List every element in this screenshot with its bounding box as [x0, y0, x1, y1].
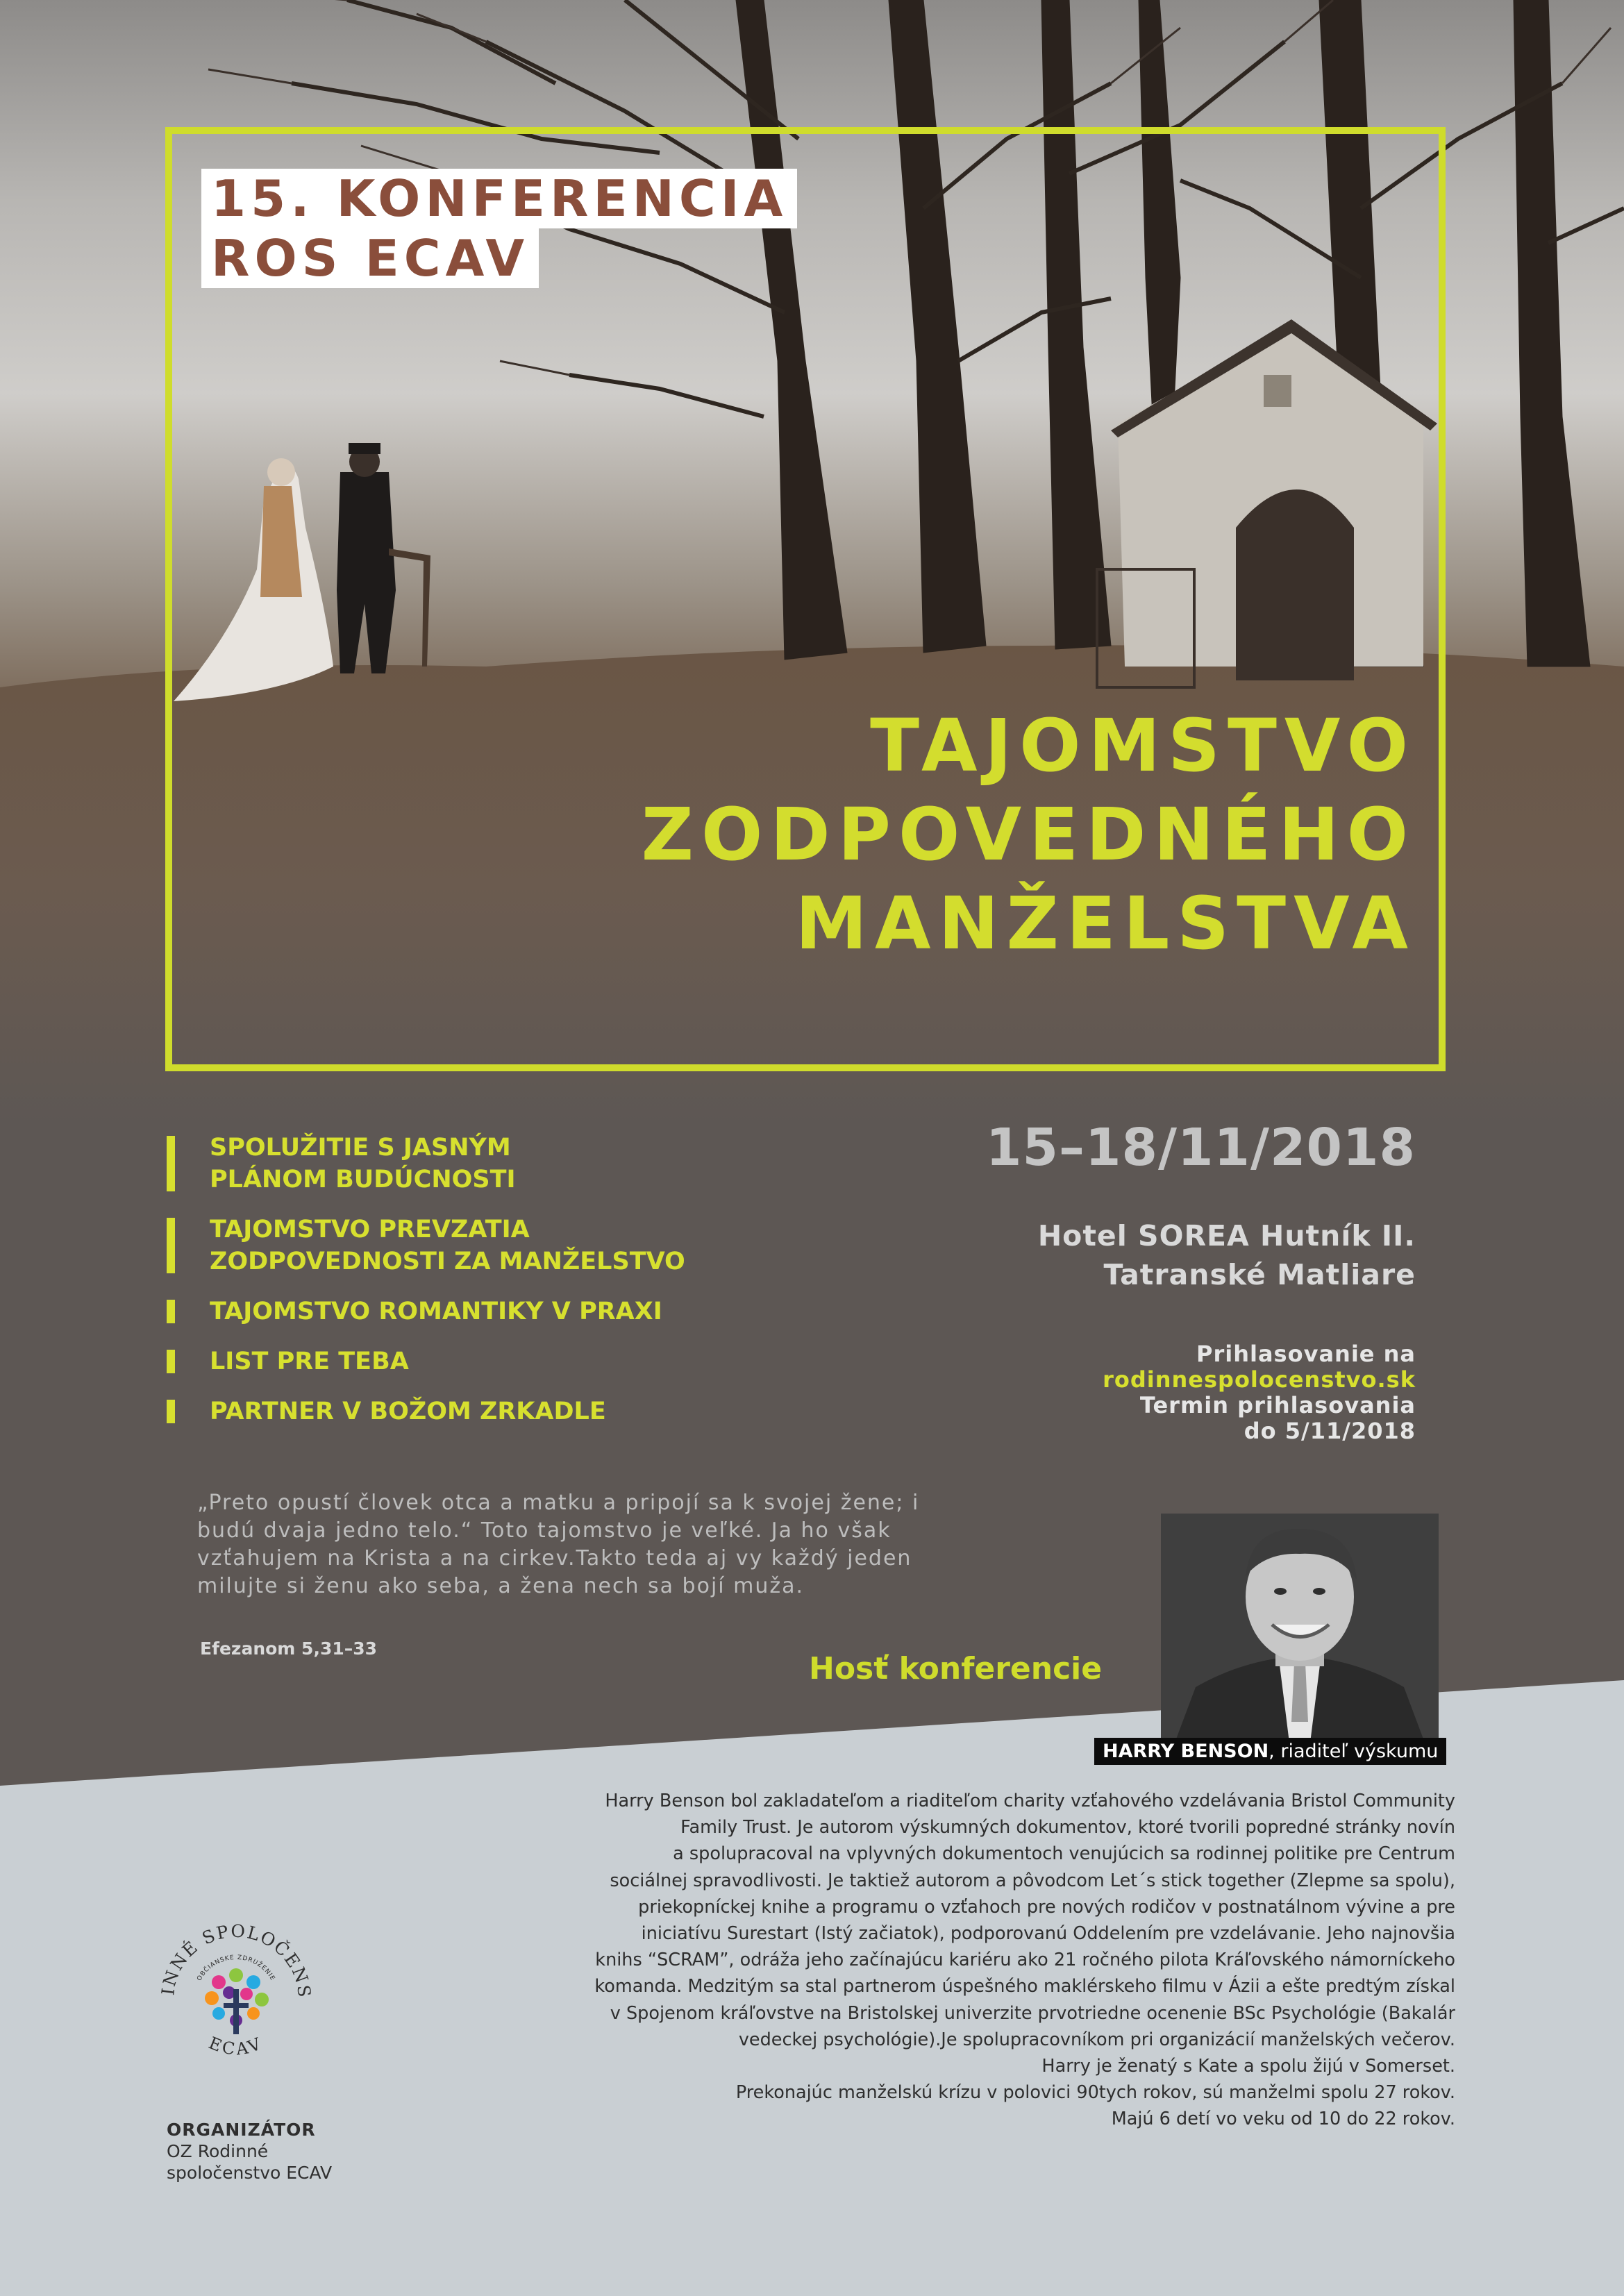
registration-label: Prihlasovanie na: [1196, 1341, 1416, 1367]
conference-line1: 15. KONFERENCIA: [201, 169, 797, 228]
guest-name-tag: [1094, 1738, 1446, 1765]
bullet-bar: [167, 1218, 175, 1273]
bullet-bar: [167, 1400, 175, 1423]
organizer-line1: OZ Rodinné: [167, 2141, 269, 2161]
topic-text: SPOLUŽITIE S JASNÝM: [210, 1134, 511, 1162]
topic-list: [167, 1132, 685, 1446]
topic-item: [167, 1214, 685, 1277]
bio-line: Prekonajúc manželskú krízu v polovici 90tych rokov, sú manželmi spolu 27 rokov.: [735, 2082, 1455, 2104]
guest-bio: [386, 1788, 1455, 2133]
bio-line: priekopníckej knihe a programu o vzťahoch pre nových rodičov v postnatálnom vývine a pre: [638, 1896, 1455, 1918]
organizer-logo: [153, 1916, 319, 2083]
bullet-bar: [167, 1300, 175, 1323]
title-line3: MANŽELSTVA: [795, 881, 1416, 966]
venue-line1: Hotel SOREA Hutník II.: [1037, 1219, 1416, 1252]
bio-line: vedeckej psychológie).Je spolupracovníkom pri organizácií manželských večerov.: [738, 2029, 1455, 2050]
conference-label: [201, 169, 797, 288]
guest-name: HARRY BENSON: [1103, 1741, 1269, 1762]
bio-line: knihs “SCRAM”, odráža jeho začínajúcu kariéru ako 21 ročného pilota Kráľovského námorníckeho: [595, 1950, 1455, 1971]
registration-deadline: do 5/11/2018: [1244, 1418, 1416, 1444]
venue-line2: Tatranské Matliare: [1103, 1258, 1416, 1291]
guest-heading: Hosť konferencie: [809, 1651, 1103, 1686]
bio-line: Family Trust. Je autorom výskumných dokumentov, ktoré tvorili popredné stránky novín: [680, 1817, 1455, 1838]
logo-emblem: [153, 1916, 319, 2083]
bio-line: Harry Benson bol zakladateľom a riaditeľom charity vzťahového vzdelávania Bristol Community: [605, 1791, 1455, 1811]
logo-text-bottom: ECAV: [206, 2033, 267, 2059]
topic-text: TAJOMSTVO PREVZATIA: [210, 1216, 530, 1243]
svg-text:ECAV: [206, 2033, 267, 2059]
logo-heart-tree: [205, 1968, 269, 2034]
topic-item: [167, 1296, 685, 1327]
bible-quote: „Preto opustí človek otca a matku a pripojí sa k svojej žene; i budú dvaja jedno telo.“ Toto tajomstvo je veľké. Ja ho však vzťahujem na Krista a na cirkev.Takto teda aj vy každý jeden milujte si ženu ako seba, a žena nech sa bojí muža.: [197, 1491, 920, 1598]
topic-text: TAJOMSTVO ROMANTIKY V PRAXI: [210, 1298, 662, 1325]
event-date: 15–18/11/2018: [986, 1118, 1416, 1178]
organizer-heading: ORGANIZÁTOR: [167, 2120, 316, 2140]
guest-portrait: [1161, 1514, 1439, 1743]
portrait-illustration: [1161, 1514, 1439, 1743]
event-venue: [1038, 1216, 1416, 1294]
topic-item: [167, 1396, 685, 1427]
registration-deadline-label: Termin prihlasovania: [1139, 1392, 1416, 1418]
bio-line: komanda. Medzitým sa stal partnerom úspešného maklérskeho filmu v Ázii a ešte predtým získal: [594, 1976, 1455, 1997]
registration-info: [1103, 1341, 1416, 1444]
title-line2: ZODPOVEDNÉHO: [641, 792, 1416, 877]
organizer-info: [167, 2119, 332, 2184]
organizer-line2: spoločenstvo ECAV: [167, 2163, 333, 2183]
bio-line: Majú 6 detí vo veku od 10 do 22 rokov.: [1111, 2109, 1455, 2130]
bio-line: Harry je ženatý s Kate a spolu žijú v Somerset.: [1041, 2056, 1455, 2077]
topic-item: [167, 1346, 685, 1377]
logo-text-small: OBČIANSKE ZDRUŽENIE: [196, 1954, 276, 1983]
bio-line: v Spojenom kráľovstve na Bristolskej univerzite prvotriedne ocenenie BSc Psychológie (Bakalár: [610, 2002, 1455, 2024]
bio-line: a spolupracoval na vplyvných dokumentoch venujúcich sa rodinnej politike pre Centrum: [673, 1843, 1455, 1865]
quote-reference: Efezanom 5,31–33: [200, 1639, 378, 1659]
registration-link[interactable]: rodinnespolocenstvo.sk: [1103, 1366, 1416, 1393]
topic-text: PLÁNOM BUDÚCNOSTI: [210, 1166, 516, 1193]
logo-text-top: INNÉ SPOLOČENS: [158, 1920, 315, 2000]
topic-text: PARTNER V BOŽOM ZRKADLE: [210, 1398, 606, 1425]
topic-text: LIST PRE TEBA: [210, 1348, 409, 1375]
main-title: [642, 701, 1416, 968]
topic-item: [167, 1132, 685, 1196]
conference-line2: ROS ECAV: [201, 228, 539, 288]
guest-role: , riaditeľ výskumu: [1269, 1741, 1439, 1762]
bullet-bar: [167, 1350, 175, 1373]
bullet-bar: [167, 1136, 175, 1191]
title-line1: TAJOMSTVO: [870, 703, 1416, 788]
bio-line: sociálnej spravodlivosti. Je taktiež autorom a pôvodcom Let´s stick together (Zlepme sa spolu),: [610, 1870, 1455, 1891]
topic-text: ZODPOVEDNOSTI ZA MANŽELSTVO: [210, 1248, 685, 1275]
bio-line: iniciatívu Surestart (Istý začiatok), podporovanú Oddelením pre vzdelávanie. Jeho najnovšia: [641, 1923, 1455, 1945]
